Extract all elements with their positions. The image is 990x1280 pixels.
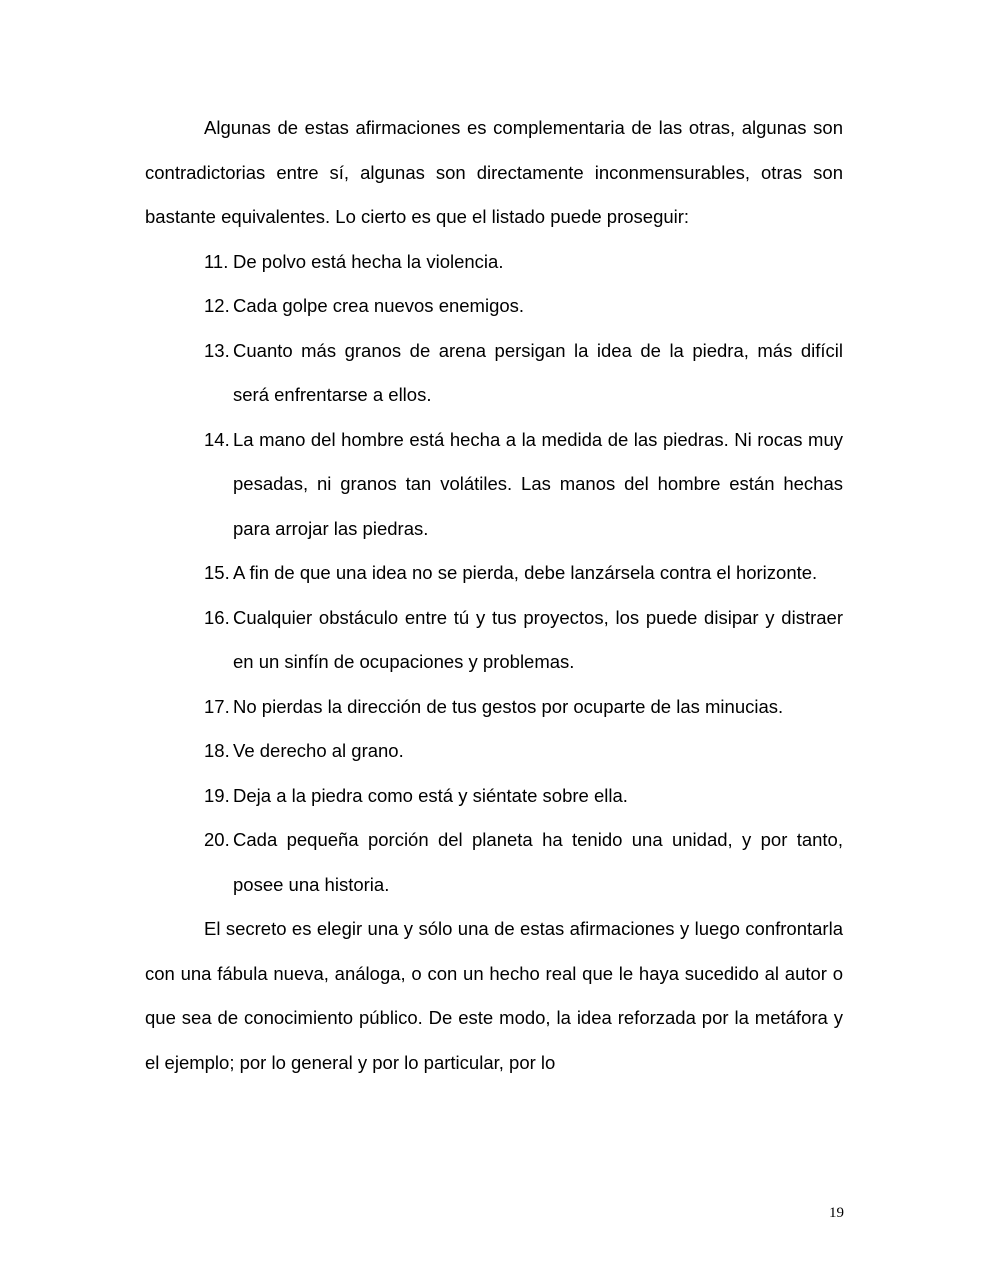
- list-item-number: 19.: [204, 784, 230, 806]
- list-item: [145, 240, 843, 285]
- list-item-text: Deja a la piedra como está y siéntate sobre ella.: [233, 784, 628, 806]
- list-item-number: 15.: [204, 562, 230, 583]
- numbered-list: [145, 240, 843, 908]
- closing-paragraph: El secreto es elegir una y sólo una de estas afirmaciones y luego confrontarla con una fábula nueva, análoga, o con un hecho real que le haya sucedido al autor o que sea de conocimiento público. De este modo, la idea reforzada por la metáfora y el ejemplo; por lo general y por lo particular, por lo: [145, 918, 843, 1073]
- list-item: [145, 774, 843, 819]
- list-item-text: A fin de que una idea no se pierda, debe lanzársela contra el horizonte.: [233, 562, 818, 583]
- list-item: [145, 685, 843, 730]
- list-item-number: 14.: [204, 428, 230, 450]
- list-item-number: 20.: [204, 829, 230, 850]
- list-item-text: Cualquier obstáculo entre tú y tus proyectos, los puede disipar y distraer en un sinfín de ocupaciones y problemas.: [233, 606, 843, 672]
- list-item-text: Ve derecho al grano.: [233, 740, 404, 761]
- list-item: [145, 284, 843, 329]
- list-item: [145, 596, 843, 685]
- list-item-text: De polvo está hecha la violencia.: [233, 250, 504, 272]
- body-text: [145, 106, 843, 1085]
- list-item: [145, 818, 843, 907]
- list-item-text: Cuanto más granos de arena persigan la idea de la piedra, más difícil será enfrentarse a ellos.: [233, 339, 843, 405]
- intro-paragraph: Algunas de estas afirmaciones es complementaria de las otras, algunas son contradictorias entre sí, algunas son directamente inconmensurables, otras son bastante equivalentes. Lo cierto es que el listado puede proseguir:: [145, 117, 843, 227]
- list-item-text: No pierdas la dirección de tus gestos por ocuparte de las minucias.: [233, 695, 784, 717]
- list-item-number: 17.: [204, 695, 230, 717]
- list-item: [145, 551, 849, 596]
- list-item: [145, 729, 843, 774]
- list-item: [145, 418, 843, 552]
- list-item-text: Cada pequeña porción del planeta ha tenido una unidad, y por tanto, posee una historia.: [233, 829, 843, 895]
- list-item-number: 18.: [204, 740, 230, 761]
- list-item-number: 13.: [204, 339, 230, 361]
- list-item-text: Cada golpe crea nuevos enemigos.: [233, 295, 525, 316]
- list-item-number: 12.: [204, 295, 230, 316]
- list-item-text: La mano del hombre está hecha a la medida de las piedras. Ni rocas muy pesadas, ni granos tan volátiles. Las manos del hombre están hechas para arrojar las piedras.: [233, 428, 843, 539]
- page-number: 19: [829, 1205, 844, 1221]
- list-item: [145, 329, 843, 418]
- list-item-number: 11.: [204, 250, 229, 272]
- list-item-number: 16.: [204, 606, 230, 628]
